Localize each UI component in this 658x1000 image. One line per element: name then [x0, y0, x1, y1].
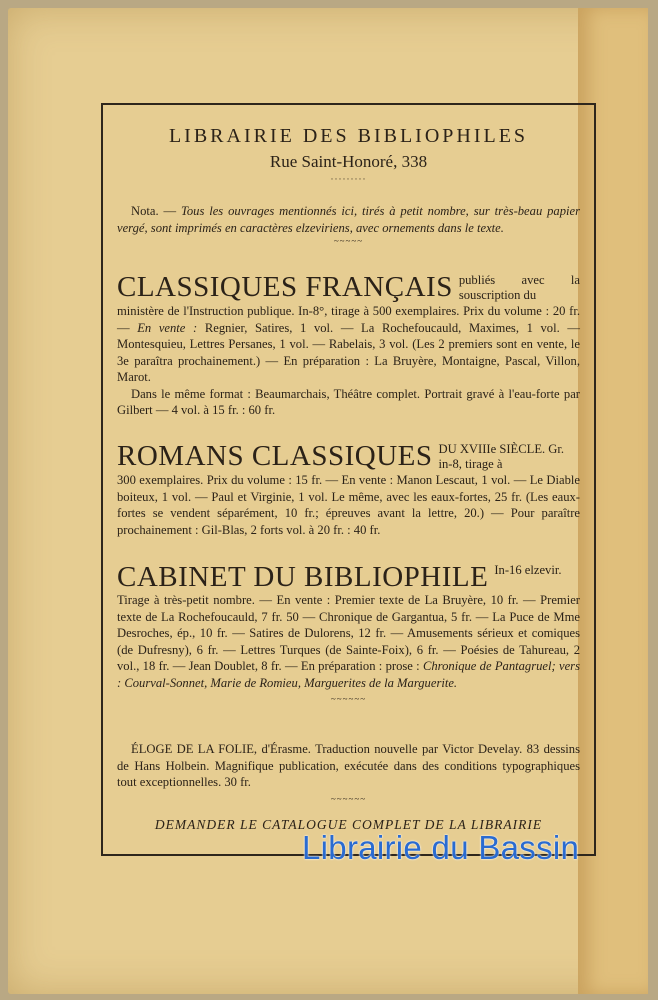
- nota-label: Nota. —: [131, 204, 177, 218]
- classiques-body3: Dans le même format : Beaumarchais, Théâtre complet. Portrait gravé à l'eau-forte par Gilbert — 4 vol. à 15 fr. : 60 fr.: [117, 386, 580, 417]
- classiques-body1: ministère de l'Instruction publique. In-8°, tirage à 500 exemplaires. Prix du volume : 20 fr. —: [117, 304, 580, 335]
- header-address: Rue Saint-Honoré, 338: [269, 152, 428, 171]
- section-eloge: [117, 741, 580, 804]
- section-classiques: [117, 271, 580, 419]
- nota-block: [117, 203, 580, 246]
- ornament: ~~~~~~: [330, 694, 367, 704]
- romans-side: DU XVIIIe SIÈCLE. Gr. in-8, tirage à: [438, 442, 565, 471]
- classiques-en-vente: En vente :: [137, 320, 198, 335]
- section-romans: [117, 440, 580, 538]
- cabinet-title: CABINET DU BIBLIOPHILE: [117, 561, 489, 593]
- ornament: ~~~~~~: [330, 793, 367, 804]
- ornament: ~~~~~: [333, 236, 364, 246]
- advertisement-frame: [101, 103, 596, 856]
- header: [117, 125, 580, 184]
- cabinet-body: Tirage à très-petit nombre. — En vente : Premier texte de La Bruyère, 10 fr. — Premier texte de La Rochefoucauld, 7 fr. 50 — Chronique de Gargantua, 5 fr. — La Puce de Mme Desroches, ép., 10 fr. — Satires de Dulorens, 12 fr. — Amusements sérieux et comiques (de Dufresny), 6 fr. — Lettres Turques (de Sainte-Foix), 6 fr. — Poésies de Tahureau, 2 vol., 18 fr. — Jean Doublet, 8 fr. — En préparation : prose :: [117, 593, 580, 673]
- footer-text: DEMANDER LE CATALOGUE COMPLET DE LA LIBRAIRIE: [154, 817, 543, 832]
- eloge-text: ÉLOGE DE LA FOLIE, d'Érasme. Traduction nouvelle par Victor Develay. 83 dessins de Hans Holbein. Magnifique publication, exécutée dans des conditions typographiques tout exceptionnelles. 30 fr.: [117, 742, 580, 789]
- romans-body: 300 exemplaires. Prix du volume : 15 fr. — En vente : Manon Lescaut, 1 vol. — Le Diable boiteux, 1 vol. — Paul et Virginie, 1 vol. Le même, avec les eaux-fortes, 25 fr. (Les eaux-fortes se vendent séparément, 10 fr.; épreuves avant la lettre, 20.) — Pour paraître prochainement : Gil-Blas, 2 forts vol. à 20 fr. : 40 fr.: [117, 473, 580, 537]
- cabinet-side: In-16 elzevir.: [494, 563, 562, 577]
- ornament: ·········: [330, 174, 367, 184]
- classiques-title: CLASSIQUES FRANÇAIS: [117, 271, 453, 303]
- nota-text: Tous les ouvrages mentionnés ici, tirés à petit nombre, sur très-beau papier vergé, sont imprimés en caractères elzeviriens, avec ornements dans le texte.: [117, 204, 580, 235]
- romans-title: ROMANS CLASSIQUES: [117, 440, 433, 472]
- classiques-side: publiés avec la souscription du: [458, 273, 580, 302]
- classiques-body2: Regnier, Satires, 1 vol. — La Rochefoucauld, Maximes, 1 vol. — Montesquieu, Lettres Persanes, 1 vol. — Rabelais, 3 vol. (Les 2 premiers sont en vente, le 3e paraîtra prochainement.) — En préparation : La Bruyère, Montaigne, Pascal, Villon, Marot.: [117, 320, 580, 384]
- cabinet-body-italic: Chronique de Pantagruel; vers : Courval-Sonnet, Marie de Romieu, Marguerites de la Marguerite.: [117, 659, 580, 690]
- section-cabinet: [117, 561, 580, 704]
- header-title: LIBRAIRIE DES BIBLIOPHILES: [168, 125, 529, 147]
- watermark: Librairie du Bassin: [302, 829, 580, 866]
